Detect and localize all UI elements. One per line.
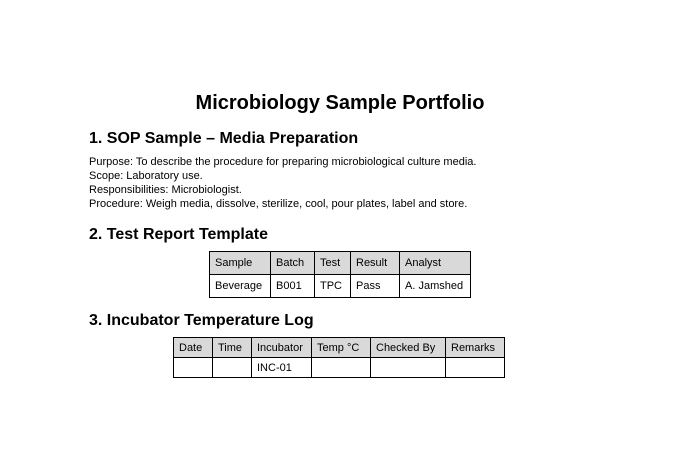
test-report-table (209, 251, 471, 298)
column-header-checked-by: Checked By (371, 338, 446, 358)
column-header-date: Date (174, 338, 213, 358)
sop-body (89, 155, 476, 211)
sop-responsibilities: Responsibilities: Microbiologist. (89, 184, 242, 196)
column-header-test: Test (315, 252, 351, 275)
sop-heading: 1. SOP Sample – Media Preparation (89, 130, 359, 147)
column-header-temp: Temp °C (312, 338, 371, 358)
incubator-log-table (173, 337, 505, 378)
column-header-remarks: Remarks (446, 338, 505, 358)
column-header-result: Result (351, 252, 400, 275)
table-cell: Pass (351, 275, 400, 298)
table-cell (213, 358, 252, 378)
table-cell: B001 (271, 275, 315, 298)
table-row (210, 275, 471, 298)
test-report-heading: 2. Test Report Template (89, 226, 268, 243)
column-header-sample: Sample (210, 252, 271, 275)
table-header-row (174, 338, 505, 358)
column-header-time: Time (213, 338, 252, 358)
table-cell: INC-01 (252, 358, 312, 378)
table-cell (371, 358, 446, 378)
column-header-incubator: Incubator (252, 338, 312, 358)
sop-purpose: Purpose: To describe the procedure for preparing microbiological culture media. (89, 156, 477, 168)
page-title: Microbiology Sample Portfolio (195, 92, 485, 114)
column-header-batch: Batch (271, 252, 315, 275)
sop-scope: Scope: Laboratory use. (89, 170, 203, 182)
table-cell (446, 358, 505, 378)
sop-procedure: Procedure: Weigh media, dissolve, sterilize, cool, pour plates, label and store. (89, 198, 468, 210)
column-header-analyst: Analyst (400, 252, 471, 275)
table-cell: TPC (315, 275, 351, 298)
table-cell (312, 358, 371, 378)
table-cell (174, 358, 213, 378)
incubator-log-heading: 3. Incubator Temperature Log (89, 312, 314, 329)
table-cell: Beverage (210, 275, 271, 298)
table-header-row (210, 252, 471, 275)
table-row (174, 358, 505, 378)
table-cell: A. Jamshed (400, 275, 471, 298)
